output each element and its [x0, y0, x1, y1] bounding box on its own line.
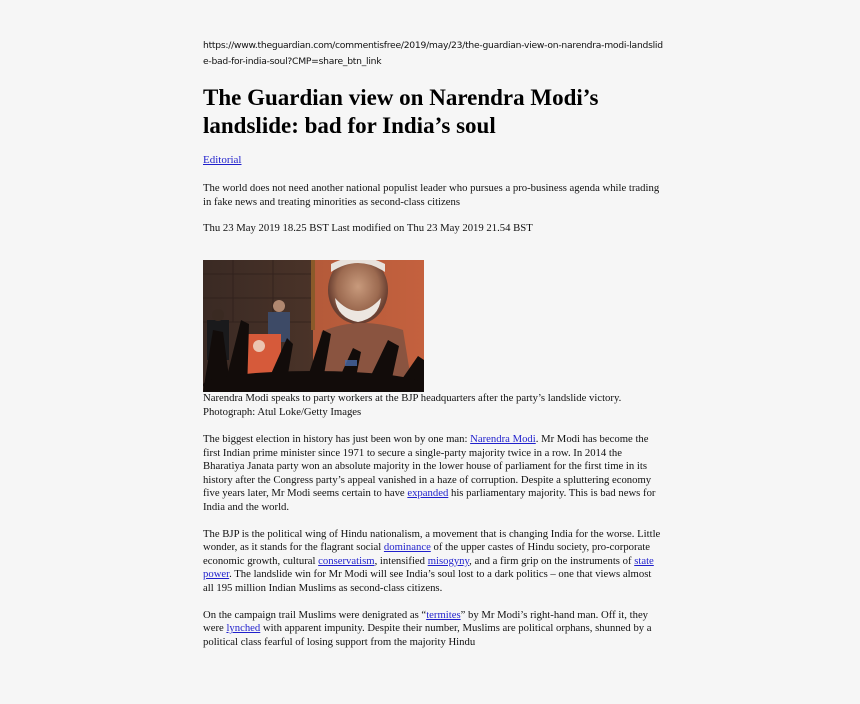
text-run: of the upper castes of Hindu society, pro-corporate economic growth, cultural [203, 541, 651, 567]
paragraph-2 [203, 528, 663, 596]
document-page [203, 38, 663, 648]
source-url: https://www.theguardian.com/commentisfree/2019/may/23/the-guardian-view-on-narendra-modi-landslide-bad-for-india-soul?CMP=share_btn_link [203, 40, 663, 67]
text-run: his parliamentary majority. This is bad news for India and the world. [203, 487, 656, 513]
article-photo [203, 260, 424, 392]
text-run: The biggest election in history has just been won by one man: [203, 433, 471, 445]
link-lynched[interactable]: lynched [226, 622, 261, 635]
text-run: with apparent impunity. Despite their number, Muslims are political orphans, shunned by a political class fearful of losing support from the majority Hindu [203, 622, 652, 648]
link-dominance[interactable]: dominance [383, 541, 431, 554]
text-run: , intensified [374, 554, 428, 567]
link-narendra-modi[interactable]: Narendra Modi [470, 433, 536, 445]
article-body [203, 433, 663, 662]
link-termites[interactable]: termites [426, 608, 461, 621]
article-headline: The Guardian view on Narendra Modi’s landslide: bad for India’s soul [203, 85, 599, 138]
article-dateline: Thu 23 May 2019 18.25 BST Last modified on Thu 23 May 2019 21.54 BST [203, 222, 533, 235]
text-run: On the campaign trail Muslims were denigrated as “ [203, 608, 427, 621]
paragraph-3 [203, 609, 663, 650]
link-state-power[interactable]: state power [203, 554, 654, 581]
text-run: The BJP is the political wing of Hindu nationalism, a movement that is changing India for the worse. Little wonder, as it stands for the flagrant social [203, 527, 661, 554]
text-run: ” by Mr Modi’s right-hand man. Off it, they were [203, 608, 649, 635]
link-conservatism[interactable]: conservatism [318, 554, 375, 567]
section-link-editorial[interactable]: Editorial [203, 154, 242, 166]
text-run: . Mr Modi has become the first Indian prime minister since 1971 to secure a single-party majority twice in a row. In 2014 the Bharatiya Janata party won an absolute majority in the lower house of parliament for the first time in its history after the Congress party’s appeal vanished in a haze of corruption. Despite a spluttering economy five years later, Mr Modi seems certain to have [203, 433, 652, 500]
photo-illustration [203, 260, 424, 392]
paragraph-1 [203, 433, 663, 515]
text-run: , and a firm grip on the instruments of [469, 554, 635, 567]
link-misogyny[interactable]: misogyny [427, 554, 470, 567]
article-standfirst: The world does not need another national populist leader who pursues a pro-business agenda while trading in fake news and treating minorities as second-class citizens [203, 182, 660, 208]
link-expanded[interactable]: expanded [407, 487, 449, 500]
photo-caption: Narendra Modi speaks to party workers at the BJP headquarters after the party’s landslide victory. Photograph: Atul Loke/Getty Images [203, 392, 622, 418]
text-run: . The landslide win for Mr Modi will see India’s soul lost to a dark politics – one that views almost all 195 million Indian Muslims as second-class citizens. [203, 568, 652, 594]
